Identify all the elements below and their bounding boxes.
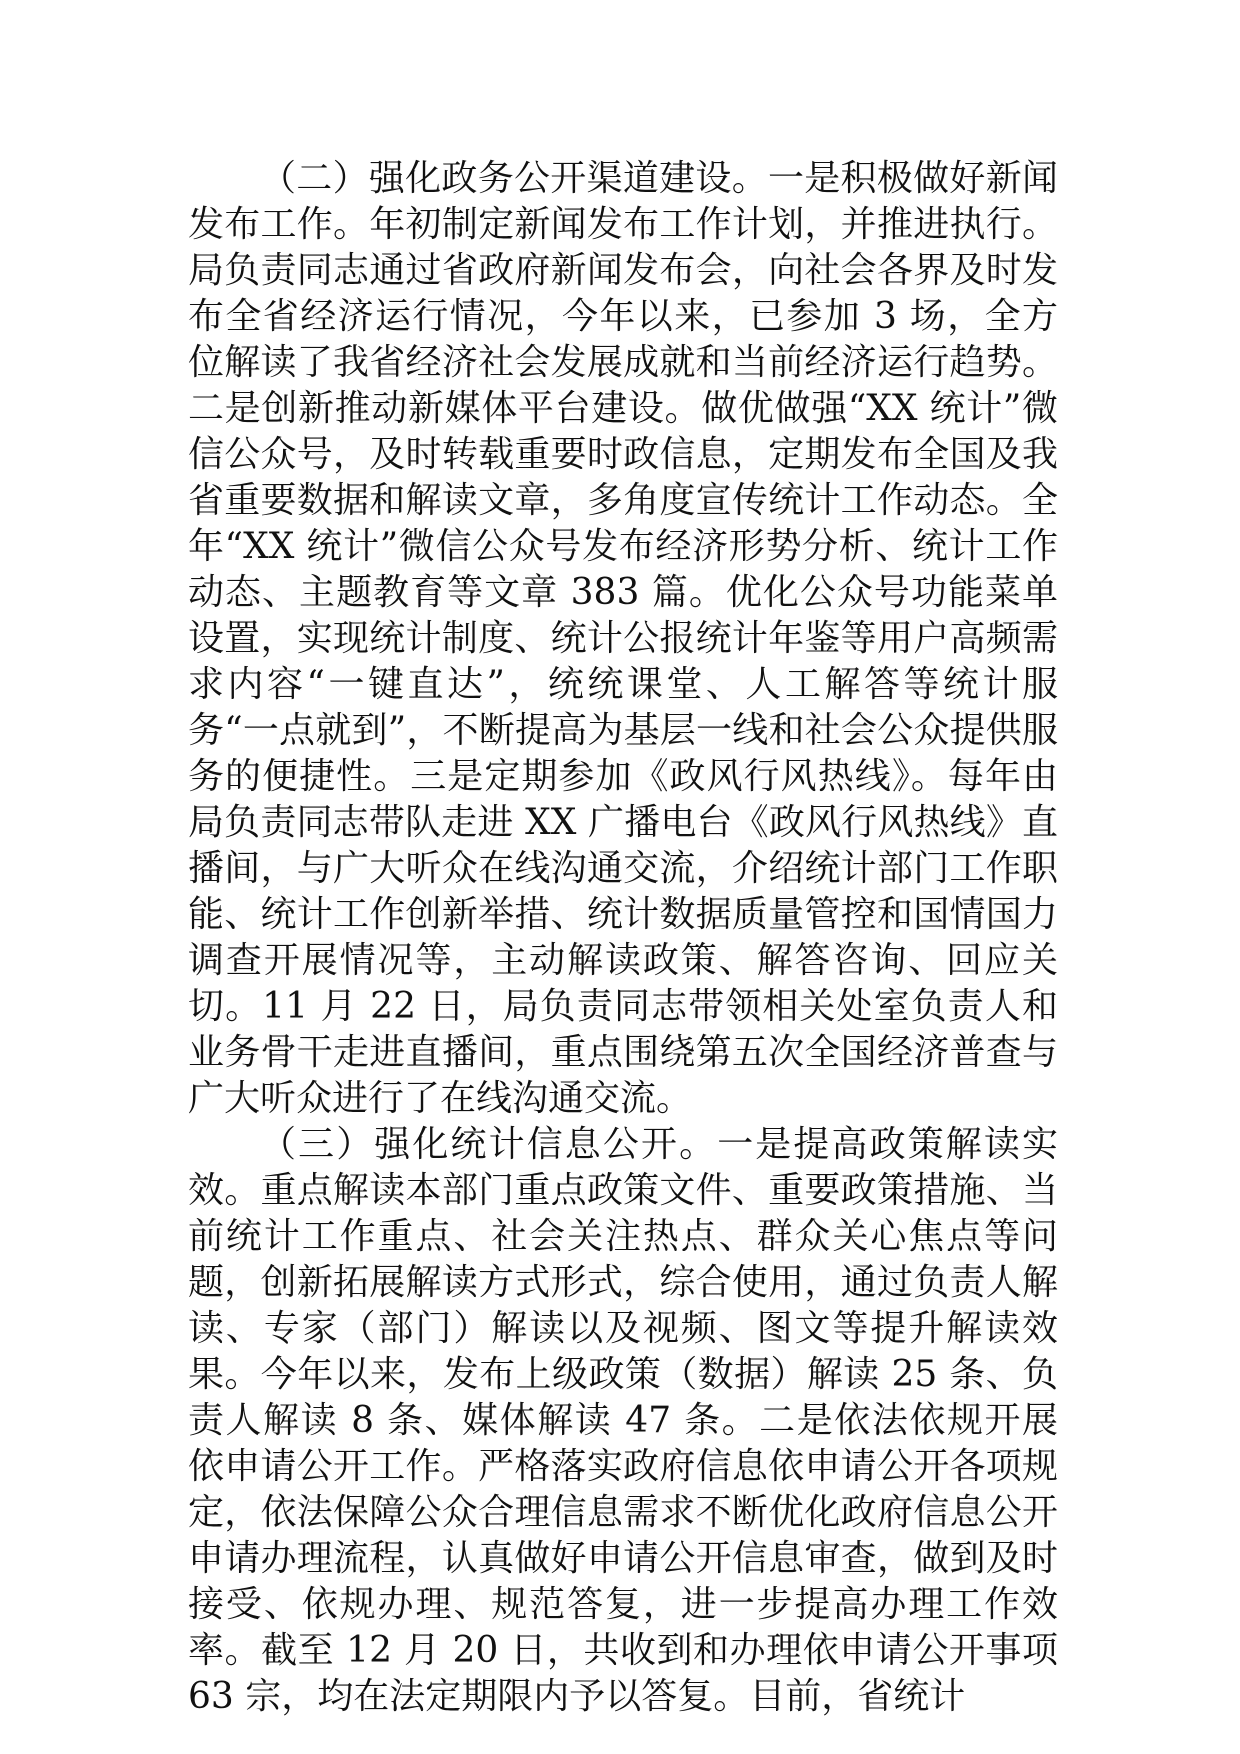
document-page (188, 156, 1058, 1720)
paragraph-statistics-info-disclosure: （三）强化统计信息公开。一是提高政策解读实效。重点解读本部门重点政策文件、重要政策措施、当前统计工作重点、社会关注热点、群众关心焦点等问题，创新拓展解读方式形式，综合使用，通过负责人解读、专家（部门）解读以及视频、图文等提升解读效果。今年以来，发布上级政策（数据）解读 25 条、负责人解读 8 条、媒体解读 47 条。二是依法依规开展依申请公开工作。严格落实政府信息依申请公开各项规定，依法保障公众合理信息需求不断优化政府信息公开申请办理流程，认真做好申请公开信息审查，做到及时接受、依规办理、规范答复，进一步提高办理工作效率。截至 12 月 20 日，共收到和办理依申请公开事项 63 宗，均在法定期限内予以答复。目前，省统计 (188, 1124, 1058, 1717)
paragraph-channel-building: （二）强化政务公开渠道建设。一是积极做好新闻发布工作。年初制定新闻发布工作计划，并推进执行。局负责同志通过省政府新闻发布会，向社会各界及时发布全省经济运行情况，今年以来，已参加 3 场，全方位解读了我省经济社会发展成就和当前经济运行趋势。二是创新推动新媒体平台建设。做优做强“XX 统计”微信公众号，及时转载重要时政信息，定期发布全国及我省重要数据和解读文章，多角度宣传统计工作动态。全年“XX 统计”微信公众号发布经济形势分析、统计工作动态、主题教育等文章 383 篇。优化公众号功能菜单设置，实现统计制度、统计公报统计年鉴等用户高频需求内容“一键直达”，统统课堂、人工解答等统计服务“一点就到”，不断提高为基层一线和社会公众提供服务的便捷性。三是定期参加《政风行风热线》。每年由局负责同志带队走进 XX 广播电台《政风行风热线》直播间，与广大听众在线沟通交流，介绍统计部门工作职能、统计工作创新举措、统计数据质量管控和国情国力调查开展情况等，主动解读政策、解答咨询、回应关切。11 月 22 日，局负责同志带领相关处室负责人和业务骨干走进直播间，重点围绕第五次全国经济普查与广大听众进行了在线沟通交流。 (188, 158, 1058, 1119)
